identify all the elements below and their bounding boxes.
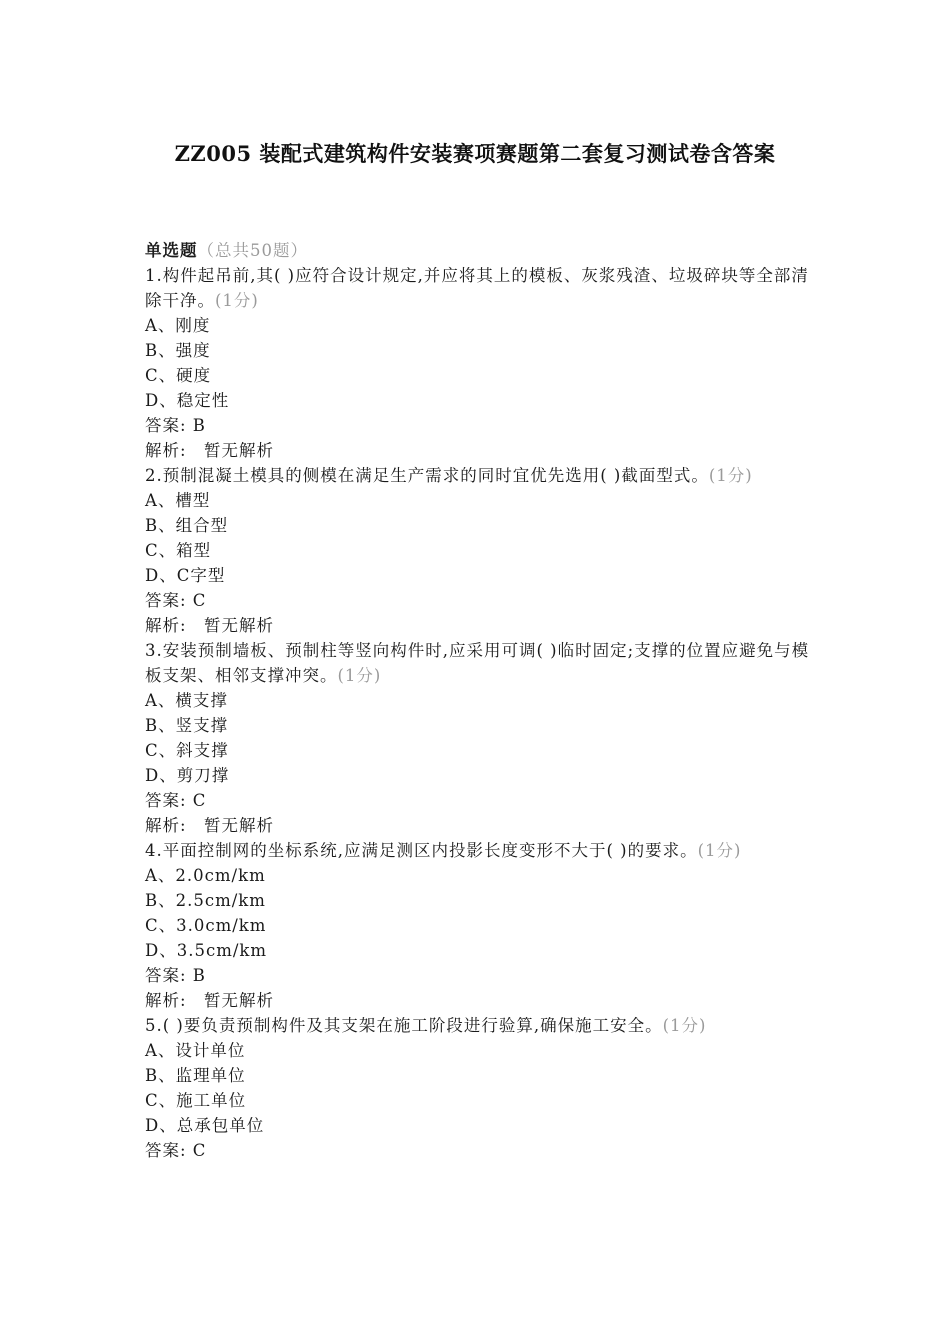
analysis-line: 解析: 暂无解析 xyxy=(145,991,275,1010)
option-a: A、设计单位 xyxy=(145,1041,246,1060)
question-score: (1分) xyxy=(662,1016,707,1035)
option-c: C、3.0cm/km xyxy=(145,916,267,935)
option-d: D、剪刀撑 xyxy=(145,766,230,785)
question-text: 4.平面控制网的坐标系统,应满足测区内投影长度变形不大于( )的要求。(1分) xyxy=(145,841,742,860)
answer-line: 答案: C xyxy=(145,1141,207,1160)
section-label: 单选题 xyxy=(145,241,198,260)
question-score: (1分) xyxy=(337,666,382,685)
option-a: A、槽型 xyxy=(145,491,211,510)
analysis-line: 解析: 暂无解析 xyxy=(145,616,275,635)
answer-line: 答案: B xyxy=(145,966,206,985)
question-text: 1.构件起吊前,其( )应符合设计规定,并应将其上的模板、灰浆残渣、垃圾碎块等全部清除干净。(1分) xyxy=(145,266,809,310)
document-content xyxy=(145,238,810,1163)
question-text: 2.预制混凝土模具的侧模在满足生产需求的同时宜优先选用( )截面型式。(1分) xyxy=(145,466,753,485)
question-score: (1分) xyxy=(215,291,259,310)
question-block xyxy=(145,263,810,463)
document-title: ZZ005 装配式建筑构件安装赛项赛题第二套复习测试卷含答案 xyxy=(174,141,776,166)
question-block xyxy=(145,1013,810,1163)
option-d: D、稳定性 xyxy=(145,391,230,410)
option-b: B、2.5cm/km xyxy=(145,891,266,910)
option-d: D、3.5cm/km xyxy=(145,941,268,960)
option-c: C、斜支撑 xyxy=(145,741,229,760)
section-count: （总共50题） xyxy=(197,241,308,260)
analysis-line: 解析: 暂无解析 xyxy=(145,441,275,460)
option-a: A、刚度 xyxy=(145,316,211,335)
option-c: C、箱型 xyxy=(145,541,212,560)
option-c: C、施工单位 xyxy=(145,1091,247,1110)
option-d: D、总承包单位 xyxy=(145,1116,265,1135)
answer-line: 答案: C xyxy=(145,791,207,810)
option-b: B、强度 xyxy=(145,341,211,360)
option-b: B、组合型 xyxy=(145,516,229,535)
question-score: (1分) xyxy=(708,466,753,485)
question-text: 3.安装预制墙板、预制柱等竖向构件时,应采用可调( )临时固定;支撑的位置应避免与模板支架、相邻支撑冲突。(1分) xyxy=(145,641,810,685)
option-d: D、C字型 xyxy=(145,566,226,585)
option-b: B、监理单位 xyxy=(145,1066,246,1085)
option-a: A、2.0cm/km xyxy=(145,866,266,885)
question-block xyxy=(145,838,810,1013)
analysis-line: 解析: 暂无解析 xyxy=(145,816,275,835)
option-a: A、横支撑 xyxy=(145,691,228,710)
option-c: C、硬度 xyxy=(145,366,212,385)
answer-line: 答案: C xyxy=(145,591,207,610)
section-header xyxy=(145,238,810,263)
question-text: 5.( )要负责预制构件及其支架在施工阶段进行验算,确保施工安全。(1分) xyxy=(145,1016,707,1035)
option-b: B、竖支撑 xyxy=(145,716,229,735)
question-block xyxy=(145,463,810,638)
question-score: (1分) xyxy=(697,841,742,860)
answer-line: 答案: B xyxy=(145,416,206,435)
question-block xyxy=(145,638,810,838)
